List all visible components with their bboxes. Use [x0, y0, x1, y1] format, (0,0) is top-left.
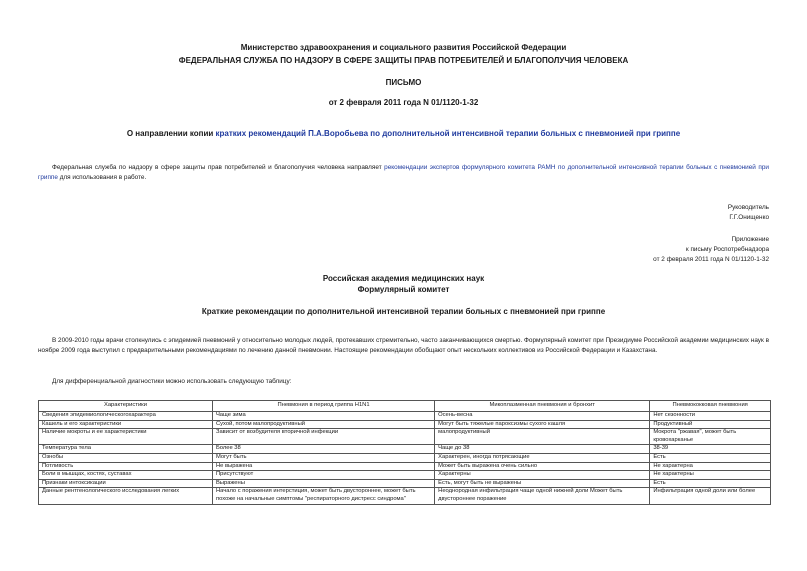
table-header-cell: Пневмококковая пневмония — [650, 401, 771, 412]
table-cell: Чаще до 38 — [435, 445, 650, 454]
signature-role: Руководитель — [727, 204, 769, 211]
table-row — [39, 453, 771, 462]
table-cell: Осень-весна — [435, 412, 650, 421]
table-cell: 38-39 — [650, 445, 771, 454]
table-intro: Для дифференциальной диагностики можно использовать следующую таблицу: — [52, 378, 292, 385]
table-row — [39, 429, 771, 445]
table-cell: Могут быть — [212, 453, 434, 462]
table-cell: Не характерна — [650, 462, 771, 471]
table-cell: Мокрота "ржавая", может быть кровохарканье — [650, 429, 771, 445]
ministry-heading: Министерство здравоохранения и социального развития Российской Федерации — [240, 43, 567, 52]
appendix-label: Приложение — [731, 236, 769, 243]
intro-text-end: для использования в работе. — [57, 174, 147, 182]
body-paragraph: В 2009-2010 годы врачи столкнулись с эпидемией пневмоний у относительно молодых людей, протекавших стремительно, часто заканчивающихся смертью. Формулярный комитет при Президиуме Российской академии медицинских наук в ноябре 2009 года выступил с предварительными рекомендациями по лечению данной пневмонии. Настоящие рекомендации обобщают опыт нескольких коллективов из Российской Федерации и Казахстана. — [38, 337, 769, 355]
table-cell: Ознобы — [39, 453, 213, 462]
table-cell: Признаки интоксикации — [39, 479, 213, 488]
table-cell: Есть, могут быть не выражены — [435, 479, 650, 488]
table-cell: Зависит от возбудителя вторичной инфекции — [212, 429, 434, 445]
signature-name: Г.Г.Онищенко — [729, 214, 769, 221]
table-cell: Продуктивный — [650, 420, 771, 429]
table-header-cell: Микоплазменная пневмония и бронхит — [435, 401, 650, 412]
intro-link[interactable]: рекомендации экспертов формулярного комитета РАМН по дополнительной интенсивной терапии больных с пневмонией при гриппе — [38, 164, 769, 182]
table-cell: Может быть выражена очень сильно — [435, 462, 650, 471]
table-cell: Нет сезонности — [650, 412, 771, 421]
table-row — [39, 479, 771, 488]
table-cell: Чаще зима — [212, 412, 434, 421]
diagnosis-table — [38, 400, 771, 505]
table-row — [39, 471, 771, 480]
doc-title — [0, 129, 807, 138]
doc-title-prefix: О направлении копии — [126, 129, 216, 138]
doc-title-link[interactable]: кратких рекомендаций П.А.Воробьева по дополнительной интенсивной терапии больных с пневмонией при гриппе — [215, 129, 681, 138]
table-cell: Кашель и его характеристики — [39, 420, 213, 429]
table-row — [39, 445, 771, 454]
doc-type: ПИСЬМО — [385, 78, 422, 87]
table-cell: Более 38 — [212, 445, 434, 454]
table-header-row — [39, 401, 771, 412]
table-cell: Не выражена — [212, 462, 434, 471]
doc-date: от 2 февраля 2011 года N 01/1120-1-32 — [328, 98, 479, 107]
table-cell: Есть — [650, 479, 771, 488]
table-cell: Характерен, иногда потрясающие — [435, 453, 650, 462]
academy-name: Российская академия медицинских наук — [322, 274, 485, 283]
table-cell: малопродуктивный — [435, 429, 650, 445]
table-cell: Сухой, потом малопродуктивный — [212, 420, 434, 429]
table-header-cell: Характеристики — [39, 401, 213, 412]
table-cell: Характерны — [435, 471, 650, 480]
table-cell: Неоднородная инфильтрация чаще одной нижней доли Может быть двустороннее поражение — [435, 488, 650, 504]
table-row — [39, 462, 771, 471]
table-header-cell: Пневмония в период гриппа H1N1 — [212, 401, 434, 412]
table-cell: Начало с поражения интерстиция, может быть двустороннее, может быть похоже на начальные симптомы "респираторного дистресс синдрома" — [212, 488, 434, 504]
table-cell: Выражены — [212, 479, 434, 488]
table-cell: Могут быть тяжелые пароксизмы сухого кашля — [435, 420, 650, 429]
table-cell: Боли в мышцах, костях, суставах — [39, 471, 213, 480]
intro-text: Федеральная служба по надзору в сфере защиты прав потребителей и благополучия человека направляет — [52, 164, 385, 171]
appendix-ref: к письму Роспотребнадзора — [685, 246, 769, 253]
table-cell: Сведения эпидемиологическогохарактера — [39, 412, 213, 421]
committee-name: Формулярный комитет — [357, 285, 450, 294]
table-cell: Температура тела — [39, 445, 213, 454]
table-cell: Инфильтрация одной доли или более — [650, 488, 771, 504]
table-cell: Есть — [650, 453, 771, 462]
table-cell: Потливость — [39, 462, 213, 471]
table-cell: Присутствуют — [212, 471, 434, 480]
table-cell: Не характерны — [650, 471, 771, 480]
appendix-date: от 2 февраля 2011 года N 01/1120-1-32 — [653, 256, 769, 263]
recommendations-title: Краткие рекомендации по дополнительной интенсивной терапии больных с пневмонией при гриппе — [201, 307, 606, 316]
service-heading: ФЕДЕРАЛЬНАЯ СЛУЖБА ПО НАДЗОРУ В СФЕРЕ ЗАЩИТЫ ПРАВ ПОТРЕБИТЕЛЕЙ И БЛАГОПОЛУЧИЯ ЧЕЛОВЕКА — [178, 56, 629, 65]
table-cell: Наличие мокроты и ее характеристики — [39, 429, 213, 445]
intro-paragraph — [38, 163, 769, 184]
table-row — [39, 488, 771, 504]
table-row — [39, 412, 771, 421]
table-cell: Данные рентгенологического исследования легких — [39, 488, 213, 504]
table-row — [39, 420, 771, 429]
